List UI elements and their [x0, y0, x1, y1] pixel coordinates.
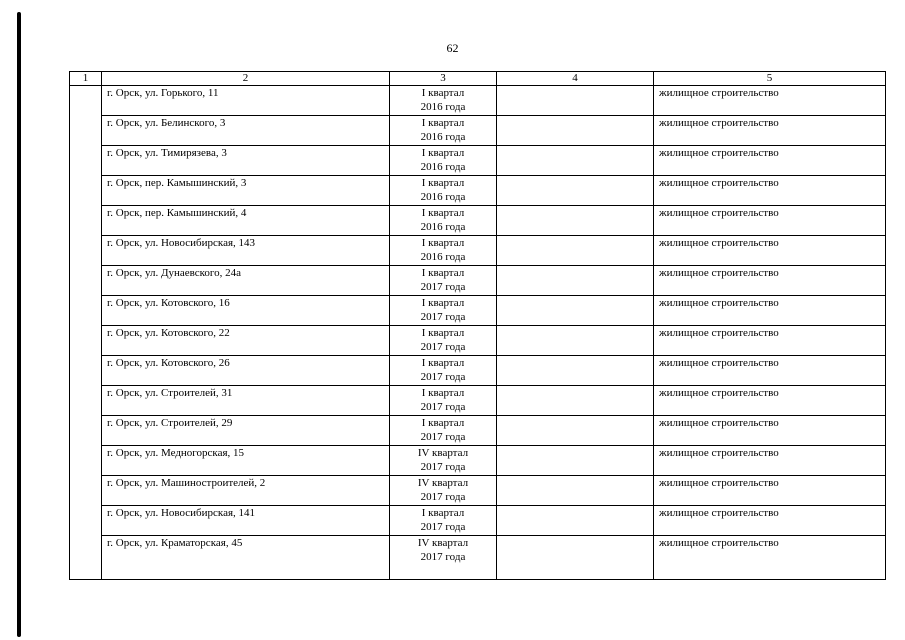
row-number-cell	[70, 446, 102, 476]
period-quarter: I квартал	[421, 177, 465, 189]
address-cell: г. Орск, ул. Краматорская, 45	[102, 536, 390, 580]
period-quarter: I квартал	[421, 417, 465, 429]
table-row	[70, 416, 886, 446]
col4-cell	[497, 266, 654, 296]
header-col-3: 3	[390, 72, 497, 86]
col4-cell	[497, 116, 654, 146]
table-row	[70, 326, 886, 356]
purpose-cell: жилищное строительство	[654, 296, 886, 326]
period-year: 2017 года	[420, 281, 466, 293]
address-cell: г. Орск, пер. Камышинский, 4	[102, 206, 390, 236]
period-year: 2016 года	[420, 221, 466, 233]
period-cell	[390, 116, 497, 146]
period-cell	[390, 326, 497, 356]
scan-edge-line	[17, 12, 21, 637]
row-number-cell	[70, 416, 102, 446]
row-number-cell	[70, 356, 102, 386]
period-year: 2017 года	[420, 521, 466, 533]
period-year: 2017 года	[420, 371, 466, 383]
table-row	[70, 266, 886, 296]
purpose-cell: жилищное строительство	[654, 416, 886, 446]
header-col-2: 2	[102, 72, 390, 86]
purpose-cell: жилищное строительство	[654, 116, 886, 146]
table-row	[70, 146, 886, 176]
col4-cell	[497, 176, 654, 206]
period-cell	[390, 386, 497, 416]
period-cell	[390, 416, 497, 446]
period-year: 2017 года	[420, 431, 466, 443]
period-year: 2017 года	[420, 311, 466, 323]
period-cell	[390, 536, 497, 580]
period-quarter: I квартал	[421, 267, 465, 279]
col4-cell	[497, 416, 654, 446]
header-col-5: 5	[654, 72, 886, 86]
row-number-cell	[70, 266, 102, 296]
period-quarter: I квартал	[421, 117, 465, 129]
table-row	[70, 116, 886, 146]
period-quarter: I квартал	[421, 387, 465, 399]
period-quarter: I квартал	[421, 87, 465, 99]
period-year: 2017 года	[420, 461, 466, 473]
table-row	[70, 386, 886, 416]
purpose-cell: жилищное строительство	[654, 446, 886, 476]
period-cell	[390, 446, 497, 476]
address-cell: г. Орск, ул. Котовского, 16	[102, 296, 390, 326]
purpose-cell: жилищное строительство	[654, 326, 886, 356]
address-cell: г. Орск, ул. Медногорская, 15	[102, 446, 390, 476]
period-year: 2016 года	[420, 191, 466, 203]
row-number-cell	[70, 296, 102, 326]
table-row	[70, 536, 886, 580]
row-number-cell	[70, 176, 102, 206]
period-cell	[390, 266, 497, 296]
col4-cell	[497, 386, 654, 416]
period-quarter: I квартал	[421, 357, 465, 369]
table-row	[70, 206, 886, 236]
row-number-cell	[70, 536, 102, 580]
period-cell	[390, 356, 497, 386]
period-quarter: IV квартал	[417, 447, 469, 459]
table-row	[70, 236, 886, 266]
purpose-cell: жилищное строительство	[654, 476, 886, 506]
table-row	[70, 296, 886, 326]
period-year: 2016 года	[420, 251, 466, 263]
purpose-cell: жилищное строительство	[654, 146, 886, 176]
header-col-4: 4	[497, 72, 654, 86]
address-cell: г. Орск, ул. Строителей, 29	[102, 416, 390, 446]
col4-cell	[497, 326, 654, 356]
purpose-cell: жилищное строительство	[654, 506, 886, 536]
purpose-cell: жилищное строительство	[654, 236, 886, 266]
table-row	[70, 476, 886, 506]
table-row	[70, 506, 886, 536]
period-quarter: I квартал	[421, 507, 465, 519]
period-quarter: IV квартал	[417, 477, 469, 489]
period-cell	[390, 236, 497, 266]
row-number-cell	[70, 206, 102, 236]
purpose-cell: жилищное строительство	[654, 356, 886, 386]
col4-cell	[497, 446, 654, 476]
row-number-cell	[70, 476, 102, 506]
period-cell	[390, 206, 497, 236]
period-cell	[390, 506, 497, 536]
header-row	[70, 72, 886, 86]
col4-cell	[497, 356, 654, 386]
address-cell: г. Орск, пер. Камышинский, 3	[102, 176, 390, 206]
table-body	[70, 86, 886, 580]
col4-cell	[497, 206, 654, 236]
col4-cell	[497, 86, 654, 116]
period-quarter: I квартал	[421, 327, 465, 339]
address-cell: г. Орск, ул. Дунаевского, 24а	[102, 266, 390, 296]
period-quarter: I квартал	[421, 297, 465, 309]
table-row	[70, 446, 886, 476]
row-number-cell	[70, 86, 102, 116]
address-cell: г. Орск, ул. Строителей, 31	[102, 386, 390, 416]
period-year: 2017 года	[420, 341, 466, 353]
land-plots-table	[69, 71, 886, 580]
purpose-cell: жилищное строительство	[654, 386, 886, 416]
period-cell	[390, 176, 497, 206]
table-row	[70, 86, 886, 116]
row-number-cell	[70, 326, 102, 356]
row-number-cell	[70, 116, 102, 146]
period-quarter: I квартал	[421, 237, 465, 249]
page-number: 62	[446, 41, 459, 55]
row-number-cell	[70, 386, 102, 416]
table-header	[70, 72, 886, 86]
purpose-cell: жилищное строительство	[654, 176, 886, 206]
col4-cell	[497, 236, 654, 266]
period-year: 2017 года	[420, 401, 466, 413]
address-cell: г. Орск, ул. Котовского, 26	[102, 356, 390, 386]
address-cell: г. Орск, ул. Котовского, 22	[102, 326, 390, 356]
period-cell	[390, 296, 497, 326]
purpose-cell: жилищное строительство	[654, 266, 886, 296]
address-cell: г. Орск, ул. Тимирязева, 3	[102, 146, 390, 176]
purpose-cell: жилищное строительство	[654, 86, 886, 116]
col4-cell	[497, 506, 654, 536]
period-year: 2017 года	[420, 491, 466, 503]
col4-cell	[497, 536, 654, 580]
row-number-cell	[70, 146, 102, 176]
period-cell	[390, 476, 497, 506]
address-cell: г. Орск, ул. Машиностроителей, 2	[102, 476, 390, 506]
period-year: 2016 года	[420, 101, 466, 113]
period-quarter: I квартал	[421, 147, 465, 159]
period-cell	[390, 86, 497, 116]
table-row	[70, 176, 886, 206]
period-year: 2017 года	[420, 551, 466, 563]
address-cell: г. Орск, ул. Белинского, 3	[102, 116, 390, 146]
col4-cell	[497, 296, 654, 326]
row-number-cell	[70, 236, 102, 266]
period-year: 2016 года	[420, 131, 466, 143]
address-cell: г. Орск, ул. Горького, 11	[102, 86, 390, 116]
address-cell: г. Орск, ул. Новосибирская, 141	[102, 506, 390, 536]
col4-cell	[497, 476, 654, 506]
period-quarter: I квартал	[421, 207, 465, 219]
purpose-cell: жилищное строительство	[654, 206, 886, 236]
period-cell	[390, 146, 497, 176]
period-year: 2016 года	[420, 161, 466, 173]
address-cell: г. Орск, ул. Новосибирская, 143	[102, 236, 390, 266]
row-number-cell	[70, 506, 102, 536]
purpose-cell: жилищное строительство	[654, 536, 886, 580]
header-col-1: 1	[70, 72, 102, 86]
period-quarter: IV квартал	[417, 537, 469, 549]
table-row	[70, 356, 886, 386]
col4-cell	[497, 146, 654, 176]
